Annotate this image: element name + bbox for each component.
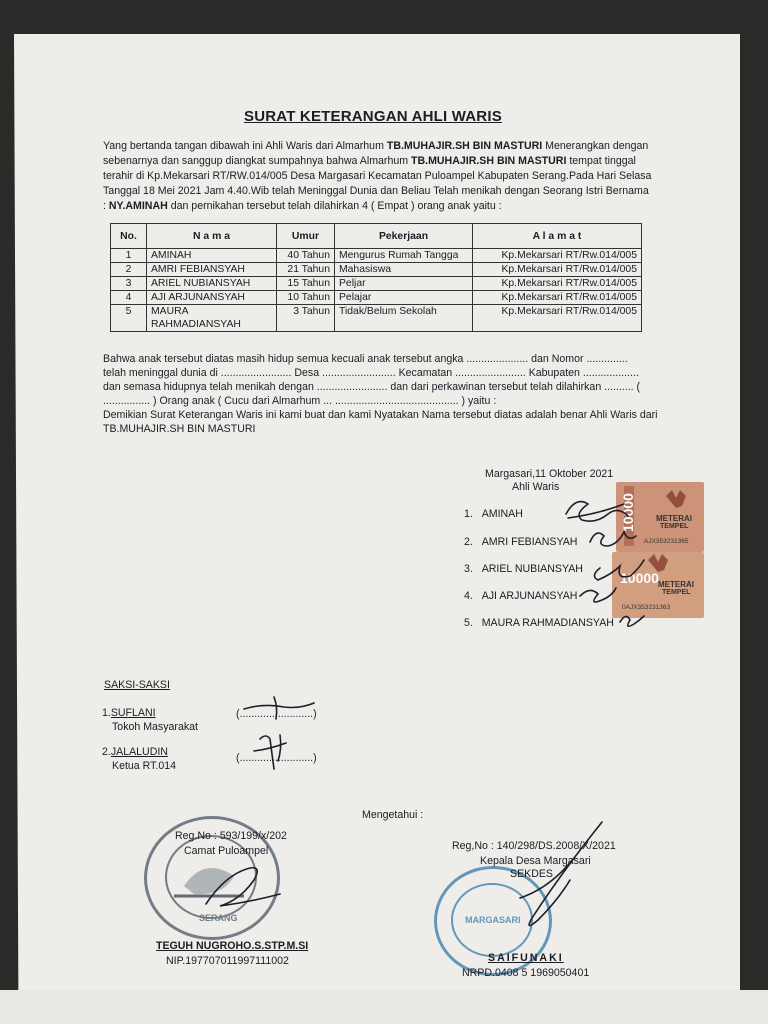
- body-line: Bahwa anak tersebut diatas masih hidup semua kecuali anak tersebut angka ..................... dan Nomor ..............: [103, 353, 628, 365]
- body-line: ................ ) Orang anak ( Cucu dari Almarhum ... .......................................... ) yaitu :: [103, 395, 497, 407]
- intro-line: sebenarnya dan sanggup diangkat sumpahnya bahwa Almarhum TB.MUHAJIR.SH BIN MASTURI tempat tinggal: [103, 155, 636, 167]
- intro-line: : NY.AMINAH dan pernikahan tersebut telah dilahirkan 4 ( Empat ) orang anak yaitu :: [103, 200, 502, 212]
- signatory-item: 2. AMRI FEBIANSYAH: [464, 536, 578, 548]
- camat-official-stamp: SERANG: [144, 816, 280, 940]
- kades-reg-number: Reg,No : 140/298/DS.2008/X/2021: [452, 840, 616, 852]
- camat-reg-number: Reg.No : 593/199/x/202: [175, 830, 287, 842]
- camat-name: TEGUH NUGROHO.S.STP.M.SI: [156, 940, 309, 952]
- body-line: TB.MUHAJIR.SH BIN MASTURI: [103, 423, 256, 435]
- heirs-label: Ahli Waris: [512, 481, 560, 493]
- intro-line: Yang bertanda tangan dibawah ini Ahli Waris dari Almarhum TB.MUHAJIR.SH BIN MASTURI Menerangkan dengan: [103, 140, 649, 152]
- column-header-pekerjaan: Pekerjaan: [335, 224, 473, 249]
- body-line: dan semasa hidupnya telah menikah dengan ........................ dan dari perkawinan tersebut telah dilahirkan .......... (: [103, 381, 641, 393]
- body-line: telah meninggal dunia di ........................ Desa ......................... Kecamatan ........................ Kabupaten ...................: [103, 367, 639, 379]
- witness-item: 1.SUFLANI: [102, 707, 156, 719]
- signatory-item: 4. AJI ARJUNANSYAH: [464, 590, 578, 602]
- table-header-row: [111, 224, 642, 249]
- table-row: 4 AJI ARJUNANSYAH 10 Tahun Pelajar Kp.Mekarsari RT/Rw.014/005: [111, 291, 642, 305]
- intro-line: Tanggal 18 Mei 2021 Jam 4.40.Wib telah Meninggal Dunia dan Beliau Telah menikah dengan Seorang Istri Bernama: [103, 185, 649, 197]
- acknowledged-label: Mengetahui :: [362, 809, 424, 821]
- table-row: 3 ARIEL NUBIANSYAH 15 Tahun Peljar Kp.Mekarsari RT/Rw.014/005: [111, 277, 642, 291]
- witness-signature-line: (.........................): [236, 708, 317, 720]
- witness-signatures: [240, 695, 330, 775]
- document-title: SURAT KETERANGAN AHLI WARIS: [244, 108, 502, 125]
- column-header-nama: N a m a: [147, 224, 277, 249]
- heirs-table: [110, 223, 642, 332]
- village-official-stamp: MARGASARI: [434, 866, 552, 976]
- camat-signature: [200, 860, 290, 920]
- body-line: Demikian Surat Keterangan Waris ini kami buat dan kami Nyatakan Nama tersebut diatas adalah benar Ahli Waris dari: [103, 409, 658, 421]
- place-date: Margasari,11 Oktober 2021: [485, 468, 614, 480]
- meterai-stamp: METERAI TEMPEL 10000 0AJX353231363: [612, 552, 704, 618]
- witness-role: Tokoh Masyarakat: [112, 721, 198, 733]
- witness-item: 2.JALALUDIN: [102, 746, 168, 758]
- background-surface: [0, 990, 768, 1024]
- kades-signature: [490, 818, 610, 958]
- meterai-stamp: METERAI TEMPEL 10000 AJX353231365: [616, 482, 704, 552]
- column-header-alamat: A l a m a t: [473, 224, 642, 249]
- camat-title: Camat Puloampel: [184, 845, 269, 857]
- signatory-item: 1. AMINAH: [464, 508, 523, 520]
- witness-signature-line: (.........................): [236, 752, 317, 764]
- column-header-no: No.: [111, 224, 147, 249]
- kades-nrpd: NRPD.0408 5 1969050401: [462, 967, 590, 979]
- witness-role: Ketua RT.014: [112, 760, 177, 772]
- table-row: 2 AMRI FEBIANSYAH 21 Tahun Mahasiswa Kp.Mekarsari RT/Rw.014/005: [111, 263, 642, 277]
- intro-line: terahir di Kp.Mekarsari RT/RW.014/005 Desa Margasari Kecamatan Puloampel Kabupaten Serang.Pada Hari Selasa: [103, 170, 652, 182]
- signatory-item: 3. ARIEL NUBIANSYAH: [464, 563, 583, 575]
- table-row: 1 AMINAH 40 Tahun Mengurus Rumah Tangga Kp.Mekarsari RT/Rw.014/005: [111, 249, 642, 263]
- kades-subtitle: SEKDES: [510, 868, 553, 880]
- witnesses-title: SAKSI-SAKSI: [104, 679, 170, 691]
- camat-nip: NIP.197707011997111002: [166, 955, 289, 967]
- table-row: 5 MAURA RAHMADIANSYAH 3 Tahun Tidak/Belum Sekolah Kp.Mekarsari RT/Rw.014/005: [111, 305, 642, 332]
- heir-signatures: [560, 490, 670, 640]
- kades-title: Kepala Desa Margasari: [480, 855, 591, 867]
- kades-name: SAIFUNAKI: [488, 952, 564, 964]
- signatory-item: 5. MAURA RAHMADIANSYAH: [464, 617, 614, 629]
- column-header-umur: Umur: [277, 224, 335, 249]
